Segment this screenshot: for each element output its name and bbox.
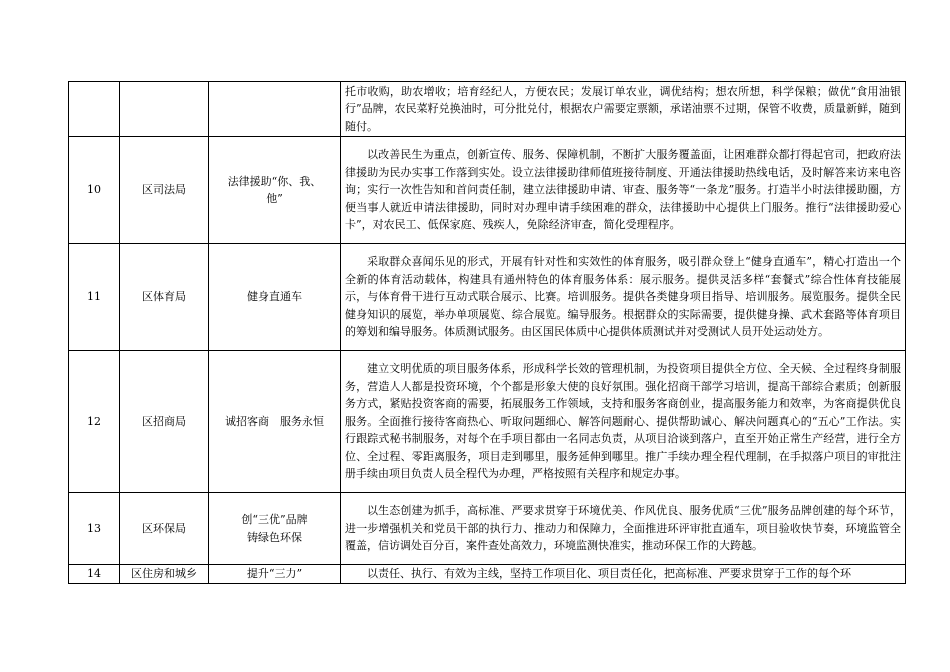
unit-name: 区招商局 — [120, 351, 209, 493]
brand-name — [209, 565, 341, 584]
service-description: 托市收购，助农增收；培育经纪人，方便农民；发展订单农业，调优结构；想农所想，科学保粮；做优“食用油银行”品牌，农民菜籽兑换油时，可分批兑付，根据农户需要定票额，承诺油票不过期，保管不收费，质量新鲜，随到随付。 — [341, 82, 906, 137]
row-number: 11 — [69, 244, 120, 351]
row-number: 14 — [69, 565, 120, 584]
unit-name — [120, 82, 209, 137]
table-row — [69, 493, 906, 565]
brand-name — [209, 137, 341, 244]
table-row — [69, 137, 906, 244]
brand-line: 诚招客商 服务永恒 — [225, 414, 324, 428]
row-number: 12 — [69, 351, 120, 493]
brand-name — [209, 351, 341, 493]
brand-line: 创“三优”品牌 — [241, 513, 308, 526]
brand-name — [209, 493, 341, 565]
row-number — [69, 82, 120, 137]
service-description: 以责任、执行、有效为主线，坚持工作项目化、项目责任化，把高标准、严要求贯穿于工作的每个环 — [341, 565, 906, 584]
unit-name: 区住房和城乡 — [120, 565, 209, 584]
unit-name: 区司法局 — [120, 137, 209, 244]
brand-line: 法律援助“你、我、 — [227, 174, 322, 188]
row-number: 10 — [69, 137, 120, 244]
brand-line: 铸绿色环保 — [247, 530, 302, 544]
service-description: 采取群众喜闻乐见的形式，开展有针对性和实效性的体育服务，吸引群众登上“健身直通车”，精心打造出一个全新的体育活动载体，构建具有通州特色的体育服务体系：展示服务。提供灵活多样“套餐式”综合性体育技能展示，与体育骨干进行互动式联合展示、比赛。培训服务。提供各类健身项目指导、培训服务。展览服务。提供全民健身知识的展览，举办单项展览、综合展览。编导服务。根据群众的实际需要，提供健身操、武术套路等体育项目的筹划和编导服务。体质测试服务。由区国民体质中心提供体质测试并对受测试人员开处运动处方。 — [341, 244, 906, 351]
table-row — [69, 565, 906, 584]
unit-name: 区环保局 — [120, 493, 209, 565]
service-description: 以改善民生为重点，创新宣传、服务、保障机制，不断扩大服务覆盖面，让困难群众都打得起官司，把政府法律援助为民办实事工作落到实处。设立法律援助律师值班接待制度、开通法律援助热线电话，及时解答来访来电咨询；实行一次性告知和首问责任制，建立法律援助申请、审查、服务等“一条龙”服务。打造半小时法律援助圈，方便当事人就近申请法律援助，同时对办理申请手续困难的群众，法律援助中心提供上门服务。推行“法律援助爱心卡”，对农民工、低保家庭、残疾人，免除经济审查，简化受理程序。 — [341, 137, 906, 244]
brand-name — [209, 82, 341, 137]
service-description: 建立文明优质的项目服务体系，形成科学长效的管理机制，为投资项目提供全方位、全天候、全过程终身制服务，营造人人都是投资环境，个个都是形象大使的良好氛围。强化招商干部学习培训，提高干部综合素质；创新服务方式，紧贴投资客商的需要，拓展服务工作领域，支持和服务客商创业，提高服务能力和效率，为客商提供优良服务。全面推行接待客商热心、听取问题细心、解答问题耐心、提供帮助诚心、解决问题真心的“五心”工作法。实行跟踪式秘书制服务，对每个在手项目都由一名同志负责，从项目洽谈到落户，直至开始正常生产经营，进行全方位、全过程、零距离服务，项目走到哪里，服务延伸到哪里。推广手续办理全程代理制，在手拟落户项目的审批注册手续由项目负责人员全程代为办理，严格按照有关程序和规定办事。 — [341, 351, 906, 493]
table-row — [69, 351, 906, 493]
row-number: 13 — [69, 493, 120, 565]
brand-line: 提升“三力” — [246, 567, 303, 581]
brand-name — [209, 244, 341, 351]
service-brand-table — [68, 81, 906, 584]
table-row — [69, 244, 906, 351]
service-description: 以生态创建为抓手，高标准、严要求贯穿于环境优美、作风优良、服务优质“三优”服务品牌创建的每个环节，进一步增强机关和党员干部的执行力、推动力和保障力，全面推进环评审批直通车，项目验收快节奏，环境监管全覆盖，信访调处百分百，案件查处高效力，环境监测快准实，推动环保工作的大跨越。 — [341, 493, 906, 565]
unit-name: 区体育局 — [120, 244, 209, 351]
brand-line: 他” — [266, 192, 283, 205]
table-row — [69, 82, 906, 137]
brand-line: 健身直通车 — [247, 290, 302, 304]
